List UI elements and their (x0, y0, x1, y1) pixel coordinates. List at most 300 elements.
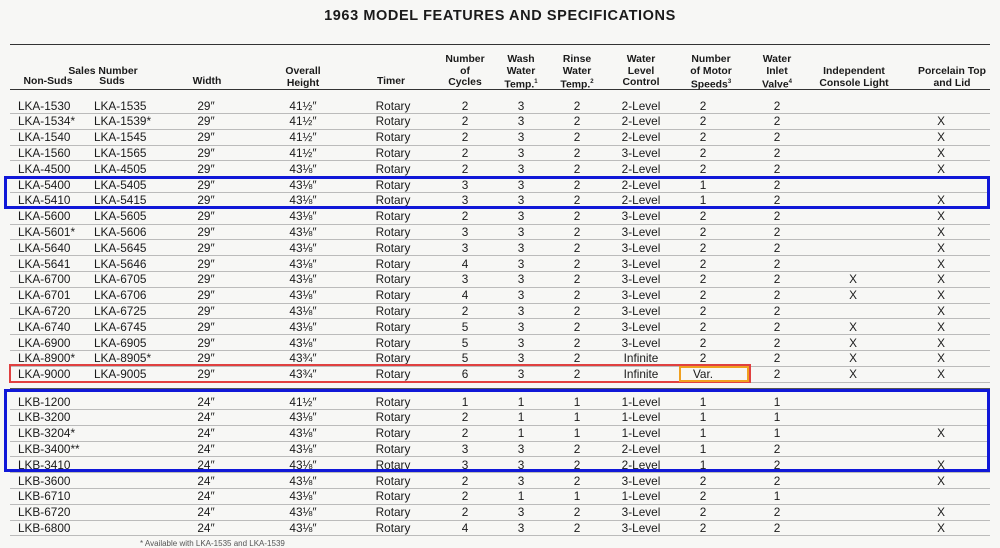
cell-cycles: 2 (461, 303, 469, 318)
cell-rinse: 2 (573, 193, 581, 208)
header-cycles: Number of Cycles (445, 54, 485, 88)
cell-suds: LKA-9005 (94, 367, 147, 382)
cell-width: 24″ (197, 489, 215, 504)
cell-speeds: 2 (699, 272, 707, 287)
cell-cycles: 3 (461, 240, 469, 255)
cell-width: 29″ (197, 303, 215, 318)
cell-cycles: 4 (461, 256, 469, 271)
cell-wash: 3 (517, 240, 525, 255)
cell-wash: 3 (517, 520, 525, 535)
cell-level: 2-Level (621, 130, 661, 145)
header-wash-temp: Wash Water Temp.$^1$ (504, 54, 538, 91)
cell-wash: 3 (517, 224, 525, 239)
cell-valve: 1 (773, 394, 781, 409)
row-divider (10, 535, 990, 536)
cell-cycles: 2 (461, 98, 469, 113)
cell-width: 29″ (197, 145, 215, 160)
cell-wash: 3 (517, 367, 525, 382)
cell-width: 29″ (197, 98, 215, 113)
cell-suds: LKA-5605 (94, 209, 147, 224)
cell-cycles: 3 (461, 457, 469, 472)
cell-speeds: 2 (699, 505, 707, 520)
cell-wash: 3 (517, 256, 525, 271)
cell-speeds: 2 (699, 114, 707, 129)
cell-height: 43⅛″ (289, 441, 317, 456)
cell-speeds: 2 (699, 145, 707, 160)
cell-porcelain: X (937, 335, 945, 350)
cell-valve: 2 (773, 224, 781, 239)
header-top-rule (10, 44, 990, 45)
cell-timer: Rotary (375, 177, 411, 192)
cell-timer: Rotary (375, 367, 411, 382)
cell-non-suds: LKB-6800 (18, 520, 71, 535)
cell-suds: LKA-1535 (94, 98, 147, 113)
cell-valve: 2 (773, 177, 781, 192)
cell-height: 43⅛″ (289, 473, 317, 488)
cell-level: 3-Level (621, 303, 661, 318)
cell-valve: 2 (773, 303, 781, 318)
cell-wash: 3 (517, 335, 525, 350)
cell-suds: LKA-5606 (94, 224, 147, 239)
cell-cycles: 3 (461, 193, 469, 208)
cell-porcelain: X (937, 319, 945, 334)
cell-porcelain: X (937, 256, 945, 271)
cell-wash: 3 (517, 473, 525, 488)
cell-non-suds: LKA-8900* (18, 351, 76, 366)
cell-level: 3-Level (621, 240, 661, 255)
cell-non-suds: LKA-1560 (18, 145, 71, 160)
cell-porcelain: X (937, 473, 945, 488)
cell-cycles: 3 (461, 224, 469, 239)
cell-level: 2-Level (621, 177, 661, 192)
cell-cycles: 2 (461, 410, 469, 425)
cell-non-suds: LKA-5640 (18, 240, 71, 255)
cell-non-suds: LKA-5410 (18, 193, 71, 208)
cell-non-suds: LKB-3204* (18, 426, 76, 441)
cell-rinse: 2 (573, 114, 581, 129)
cell-non-suds: LKB-3400** (18, 441, 80, 456)
cell-valve: 2 (773, 505, 781, 520)
cell-timer: Rotary (375, 410, 411, 425)
cell-height: 41½″ (289, 130, 317, 145)
cell-wash: 1 (517, 394, 525, 409)
cell-speeds: 2 (699, 489, 707, 504)
cell-speeds: 2 (699, 240, 707, 255)
cell-level: 3-Level (621, 256, 661, 271)
cell-rinse: 2 (573, 256, 581, 271)
cell-width: 29″ (197, 114, 215, 129)
cell-height: 41½″ (289, 394, 317, 409)
cell-valve: 2 (773, 145, 781, 160)
cell-height: 43⅛″ (289, 520, 317, 535)
cell-porcelain: X (937, 288, 945, 303)
cell-level: 2-Level (621, 98, 661, 113)
cell-cycles: 2 (461, 161, 469, 176)
cell-timer: Rotary (375, 114, 411, 129)
header-suds: Suds (99, 76, 125, 87)
cell-width: 29″ (197, 256, 215, 271)
cell-timer: Rotary (375, 209, 411, 224)
cell-cycles: 4 (461, 288, 469, 303)
cell-speeds: 2 (699, 98, 707, 113)
header-width: Width (192, 76, 222, 87)
cell-non-suds: LKB-1200 (18, 394, 71, 409)
cell-timer: Rotary (375, 426, 411, 441)
cell-speeds: 1 (699, 426, 707, 441)
cell-level: 2-Level (621, 161, 661, 176)
cell-speeds: 1 (699, 457, 707, 472)
cell-porcelain: X (937, 193, 945, 208)
cell-timer: Rotary (375, 288, 411, 303)
cell-level: 1-Level (621, 489, 661, 504)
cell-speeds: 2 (699, 520, 707, 535)
cell-porcelain: X (937, 426, 945, 441)
cell-suds: LKA-5646 (94, 256, 147, 271)
cell-valve: 2 (773, 161, 781, 176)
cell-timer: Rotary (375, 394, 411, 409)
cell-level: 2-Level (621, 114, 661, 129)
cell-timer: Rotary (375, 351, 411, 366)
cell-cycles: 5 (461, 319, 469, 334)
cell-height: 43⅛″ (289, 288, 317, 303)
cell-wash: 3 (517, 505, 525, 520)
cell-level: Infinite (623, 367, 659, 382)
cell-level: 3-Level (621, 505, 661, 520)
header-overall-height: Overall Height (285, 66, 321, 89)
cell-speeds: 1 (699, 193, 707, 208)
cell-height: 43⅛″ (289, 410, 317, 425)
cell-cycles: 2 (461, 145, 469, 160)
cell-height: 43⅛″ (289, 303, 317, 318)
cell-width: 29″ (197, 177, 215, 192)
cell-rinse: 2 (573, 303, 581, 318)
cell-height: 43⅛″ (289, 224, 317, 239)
cell-width: 29″ (197, 335, 215, 350)
cell-cycles: 2 (461, 114, 469, 129)
cell-console: X (849, 288, 857, 303)
cell-valve: 2 (773, 240, 781, 255)
cell-width: 29″ (197, 319, 215, 334)
cell-cycles: 1 (461, 394, 469, 409)
cell-timer: Rotary (375, 272, 411, 287)
cell-level: 3-Level (621, 145, 661, 160)
cell-level: 3-Level (621, 520, 661, 535)
cell-speeds: 2 (699, 209, 707, 224)
cell-height: 43⅛″ (289, 272, 317, 287)
cell-valve: 2 (773, 351, 781, 366)
cell-timer: Rotary (375, 489, 411, 504)
cell-rinse: 2 (573, 457, 581, 472)
cell-wash: 3 (517, 288, 525, 303)
cell-console: X (849, 272, 857, 287)
cell-height: 43⅛″ (289, 426, 317, 441)
cell-cycles: 2 (461, 130, 469, 145)
group-separator (10, 388, 990, 389)
cell-wash: 3 (517, 303, 525, 318)
cell-wash: 3 (517, 114, 525, 129)
cell-non-suds: LKA-5600 (18, 209, 71, 224)
cell-porcelain: X (937, 209, 945, 224)
cell-speeds: 2 (699, 303, 707, 318)
cell-level: 3-Level (621, 272, 661, 287)
cell-valve: 2 (773, 272, 781, 287)
cell-valve: 1 (773, 410, 781, 425)
cell-height: 43¾″ (289, 351, 317, 366)
cell-width: 29″ (197, 224, 215, 239)
cell-porcelain: X (937, 505, 945, 520)
cell-width: 24″ (197, 473, 215, 488)
cell-speeds: 2 (699, 288, 707, 303)
cell-rinse: 2 (573, 272, 581, 287)
cell-level: 3-Level (621, 209, 661, 224)
cell-wash: 1 (517, 426, 525, 441)
cell-non-suds: LKA-1534* (18, 114, 76, 129)
cell-timer: Rotary (375, 520, 411, 535)
cell-width: 24″ (197, 505, 215, 520)
cell-suds: LKA-6745 (94, 319, 147, 334)
cell-cycles: 2 (461, 209, 469, 224)
cell-height: 43⅛″ (289, 457, 317, 472)
cell-rinse: 2 (573, 473, 581, 488)
cell-height: 43⅛″ (289, 335, 317, 350)
cell-width: 24″ (197, 426, 215, 441)
cell-timer: Rotary (375, 473, 411, 488)
cell-height: 43¾″ (289, 367, 317, 382)
footnote: * Available with LKA-1535 and LKA-1539 (140, 539, 285, 548)
cell-non-suds: LKB-3600 (18, 473, 71, 488)
cell-valve: 2 (773, 457, 781, 472)
cell-rinse: 2 (573, 130, 581, 145)
cell-suds: LKA-6905 (94, 335, 147, 350)
cell-timer: Rotary (375, 441, 411, 456)
cell-valve: 2 (773, 335, 781, 350)
cell-suds: LKA-5405 (94, 177, 147, 192)
cell-height: 43⅛″ (289, 319, 317, 334)
header-sales-number: Sales Number (68, 66, 138, 77)
cell-level: 2-Level (621, 441, 661, 456)
cell-porcelain: X (937, 114, 945, 129)
cell-height: 43⅛″ (289, 256, 317, 271)
cell-level: 3-Level (621, 224, 661, 239)
cell-wash: 3 (517, 319, 525, 334)
cell-speeds: Var. (692, 367, 714, 382)
cell-speeds: 2 (699, 256, 707, 271)
cell-cycles: 4 (461, 520, 469, 535)
cell-wash: 3 (517, 457, 525, 472)
cell-level: 1-Level (621, 426, 661, 441)
cell-non-suds: LKA-5641 (18, 256, 71, 271)
header-console-light: Independent Console Light (819, 66, 889, 89)
cell-level: 3-Level (621, 288, 661, 303)
cell-speeds: 2 (699, 161, 707, 176)
cell-width: 29″ (197, 209, 215, 224)
cell-valve: 2 (773, 288, 781, 303)
cell-speeds: 1 (699, 394, 707, 409)
cell-wash: 1 (517, 489, 525, 504)
cell-porcelain: X (937, 303, 945, 318)
cell-cycles: 3 (461, 441, 469, 456)
cell-suds: LKA-6725 (94, 303, 147, 318)
cell-suds: LKA-1539* (94, 114, 152, 129)
cell-valve: 2 (773, 473, 781, 488)
cell-console: X (849, 335, 857, 350)
cell-suds: LKA-5645 (94, 240, 147, 255)
cell-valve: 2 (773, 441, 781, 456)
cell-height: 43⅛″ (289, 489, 317, 504)
cell-wash: 3 (517, 351, 525, 366)
cell-timer: Rotary (375, 319, 411, 334)
cell-level: 2-Level (621, 457, 661, 472)
cell-height: 43⅛″ (289, 209, 317, 224)
cell-width: 29″ (197, 288, 215, 303)
cell-valve: 1 (773, 489, 781, 504)
cell-wash: 3 (517, 130, 525, 145)
cell-speeds: 2 (699, 335, 707, 350)
cell-wash: 1 (517, 410, 525, 425)
cell-cycles: 2 (461, 473, 469, 488)
cell-height: 41½″ (289, 145, 317, 160)
cell-speeds: 2 (699, 130, 707, 145)
cell-timer: Rotary (375, 224, 411, 239)
cell-speeds: 1 (699, 177, 707, 192)
cell-porcelain: X (937, 161, 945, 176)
cell-rinse: 2 (573, 520, 581, 535)
cell-rinse: 2 (573, 240, 581, 255)
cell-suds: LKA-4505 (94, 161, 147, 176)
cell-cycles: 5 (461, 335, 469, 350)
header-non-suds: Non-Suds (23, 76, 73, 87)
cell-speeds: 2 (699, 224, 707, 239)
cell-width: 29″ (197, 130, 215, 145)
cell-width: 24″ (197, 457, 215, 472)
cell-valve: 2 (773, 209, 781, 224)
cell-rinse: 2 (573, 209, 581, 224)
cell-cycles: 2 (461, 489, 469, 504)
cell-non-suds: LKB-3200 (18, 410, 71, 425)
cell-width: 29″ (197, 272, 215, 287)
cell-speeds: 2 (699, 351, 707, 366)
cell-wash: 3 (517, 441, 525, 456)
cell-height: 41½″ (289, 114, 317, 129)
header-timer: Timer (376, 76, 406, 87)
cell-non-suds: LKB-6720 (18, 505, 71, 520)
cell-porcelain: X (937, 367, 945, 382)
header-rinse-temp: Rinse Water Temp.$^2$ (560, 54, 594, 91)
cell-level: 1-Level (621, 394, 661, 409)
cell-rinse: 1 (573, 489, 581, 504)
cell-rinse: 2 (573, 98, 581, 113)
cell-wash: 3 (517, 177, 525, 192)
cell-height: 43⅛″ (289, 161, 317, 176)
cell-timer: Rotary (375, 335, 411, 350)
cell-wash: 3 (517, 193, 525, 208)
cell-timer: Rotary (375, 240, 411, 255)
cell-cycles: 2 (461, 505, 469, 520)
cell-porcelain: X (937, 272, 945, 287)
cell-cycles: 3 (461, 177, 469, 192)
cell-non-suds: LKB-6710 (18, 489, 71, 504)
cell-porcelain: X (937, 130, 945, 145)
cell-wash: 3 (517, 209, 525, 224)
cell-timer: Rotary (375, 98, 411, 113)
cell-porcelain: X (937, 351, 945, 366)
cell-non-suds: LKA-1530 (18, 98, 71, 113)
cell-width: 29″ (197, 351, 215, 366)
cell-console: X (849, 367, 857, 382)
cell-timer: Rotary (375, 161, 411, 176)
cell-timer: Rotary (375, 457, 411, 472)
cell-height: 43⅛″ (289, 193, 317, 208)
cell-rinse: 2 (573, 441, 581, 456)
cell-suds: LKA-6705 (94, 272, 147, 287)
cell-rinse: 2 (573, 224, 581, 239)
cell-width: 24″ (197, 441, 215, 456)
cell-valve: 2 (773, 319, 781, 334)
cell-timer: Rotary (375, 505, 411, 520)
cell-non-suds: LKA-9000 (18, 367, 71, 382)
cell-width: 24″ (197, 410, 215, 425)
cell-rinse: 1 (573, 426, 581, 441)
cell-width: 24″ (197, 394, 215, 409)
cell-rinse: 2 (573, 505, 581, 520)
cell-porcelain: X (937, 224, 945, 239)
cell-valve: 2 (773, 256, 781, 271)
cell-rinse: 2 (573, 288, 581, 303)
cell-porcelain: X (937, 457, 945, 472)
cell-non-suds: LKA-5601* (18, 224, 76, 239)
cell-non-suds: LKA-5400 (18, 177, 71, 192)
cell-rinse: 2 (573, 145, 581, 160)
cell-suds: LKA-8905* (94, 351, 152, 366)
cell-suds: LKA-6706 (94, 288, 147, 303)
header-porcelain: Porcelain Top and Lid (918, 66, 986, 89)
cell-width: 24″ (197, 520, 215, 535)
cell-porcelain: X (937, 240, 945, 255)
cell-speeds: 2 (699, 319, 707, 334)
cell-cycles: 3 (461, 272, 469, 287)
cell-non-suds: LKA-1540 (18, 130, 71, 145)
cell-height: 41½″ (289, 98, 317, 113)
cell-rinse: 2 (573, 351, 581, 366)
cell-valve: 2 (773, 130, 781, 145)
cell-wash: 3 (517, 145, 525, 160)
cell-timer: Rotary (375, 130, 411, 145)
cell-console: X (849, 351, 857, 366)
cell-non-suds: LKA-6700 (18, 272, 71, 287)
cell-level: 2-Level (621, 193, 661, 208)
cell-console: X (849, 319, 857, 334)
cell-cycles: 2 (461, 426, 469, 441)
cell-non-suds: LKA-4500 (18, 161, 71, 176)
cell-width: 29″ (197, 240, 215, 255)
cell-cycles: 5 (461, 351, 469, 366)
row-divider (10, 382, 990, 383)
cell-speeds: 2 (699, 473, 707, 488)
cell-width: 29″ (197, 193, 215, 208)
cell-rinse: 1 (573, 410, 581, 425)
header-motor-speeds: Number of Motor Speeds$^3$ (690, 54, 732, 91)
cell-non-suds: LKB-3410 (18, 457, 71, 472)
cell-non-suds: LKA-6900 (18, 335, 71, 350)
cell-cycles: 6 (461, 367, 469, 382)
cell-wash: 3 (517, 161, 525, 176)
page-title: 1963 MODEL FEATURES AND SPECIFICATIONS (324, 8, 676, 24)
cell-valve: 2 (773, 114, 781, 129)
cell-height: 43⅛″ (289, 177, 317, 192)
cell-timer: Rotary (375, 256, 411, 271)
highlight-box-lkb-group (4, 389, 990, 472)
cell-timer: Rotary (375, 145, 411, 160)
